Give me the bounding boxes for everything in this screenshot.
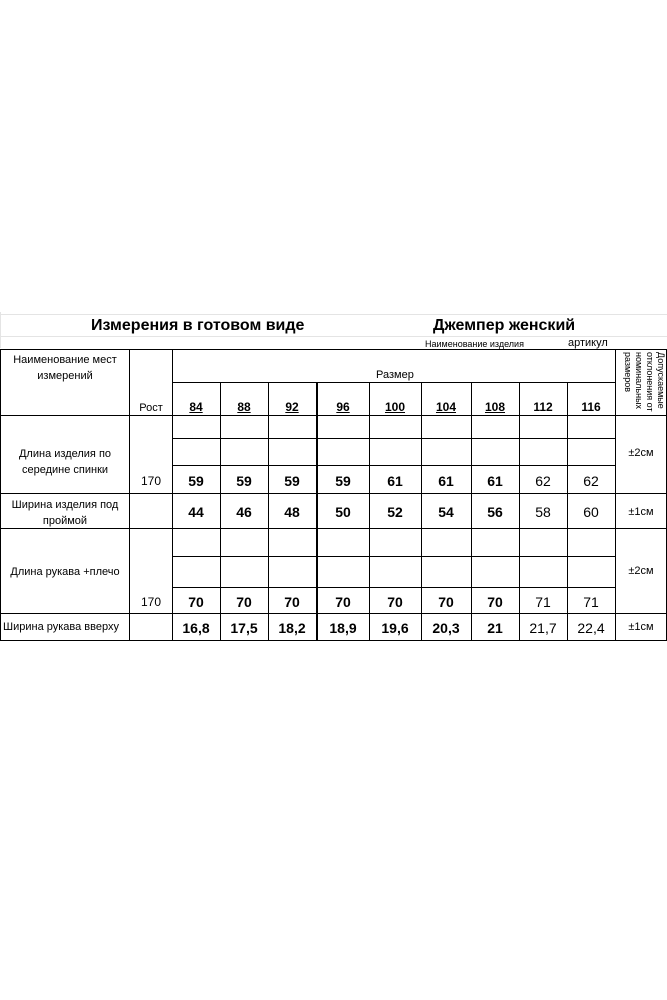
table-cell: 59 (335, 473, 351, 489)
table-cell: 17,5 (230, 620, 258, 636)
row-label: Ширина рукава вверху (3, 621, 119, 633)
table-cell: 61 (487, 473, 503, 489)
table-cell: 59 (284, 473, 300, 489)
table-cell: 62 (583, 473, 599, 489)
size-header: 96 (336, 400, 350, 414)
size-header: 108 (484, 400, 506, 414)
table-cell: 18,9 (329, 620, 357, 636)
row-label: Ширина изделия под проймой (11, 499, 119, 527)
table-cell: 48 (284, 504, 300, 520)
column-header-height: Рост (139, 402, 163, 414)
table-cell: 46 (236, 504, 252, 520)
table-cell: 50 (335, 504, 351, 520)
tolerance-value: ±1см (628, 621, 654, 633)
row-height: 170 (140, 474, 162, 488)
table-cell: 56 (487, 504, 503, 520)
column-header-size: Размер (376, 369, 414, 381)
column-header-tolerance: Допускаемые отклонения от номинальных размеров (623, 352, 666, 412)
size-header: 112 (533, 400, 553, 414)
table-cell: 20,3 (432, 620, 460, 636)
row-label: Длина рукава +плечо (10, 566, 120, 578)
size-header: 100 (384, 400, 406, 414)
table-cell: 70 (284, 594, 300, 610)
table-cell: 21,7 (529, 620, 557, 636)
table-cell: 22,4 (577, 620, 605, 636)
size-header: 92 (285, 400, 299, 414)
tolerance-value: ±2см (628, 565, 654, 577)
table-cell: 71 (535, 594, 551, 610)
tolerance-value: ±1см (628, 506, 654, 518)
product-caption: Наименование изделия (425, 339, 524, 349)
table-cell: 16,8 (182, 620, 210, 636)
table-cell: 70 (438, 594, 454, 610)
table-cell: 60 (583, 504, 599, 520)
column-header-measurement: Наименование мест измерений (13, 354, 117, 382)
table-cell: 70 (487, 594, 503, 610)
size-header: 116 (581, 400, 601, 414)
table-cell: 58 (535, 504, 551, 520)
table-cell: 70 (188, 594, 204, 610)
table-cell: 61 (387, 473, 403, 489)
table-cell: 70 (335, 594, 351, 610)
size-header: 104 (435, 400, 457, 414)
row-label: Длина изделия по середине спинки (18, 448, 112, 476)
table-cell: 19,6 (381, 620, 409, 636)
table-cell: 18,2 (278, 620, 306, 636)
page-title: Измерения в готовом виде (91, 317, 305, 334)
size-header: 88 (237, 400, 251, 414)
table-cell: 21 (487, 620, 503, 636)
article-caption: артикул (568, 337, 608, 349)
table-cell: 61 (438, 473, 454, 489)
table-cell: 70 (236, 594, 252, 610)
table-cell: 71 (583, 594, 599, 610)
table-cell: 59 (188, 473, 204, 489)
table-cell: 70 (387, 594, 403, 610)
table-cell: 52 (387, 504, 403, 520)
table-cell: 44 (188, 504, 204, 520)
tolerance-value: ±2см (628, 447, 654, 459)
table-cell: 62 (535, 473, 551, 489)
table-cell: 59 (236, 473, 252, 489)
table-cell: 54 (438, 504, 454, 520)
product-name: Джемпер женский (433, 317, 576, 334)
size-header: 84 (189, 400, 203, 414)
row-height: 170 (140, 595, 162, 609)
